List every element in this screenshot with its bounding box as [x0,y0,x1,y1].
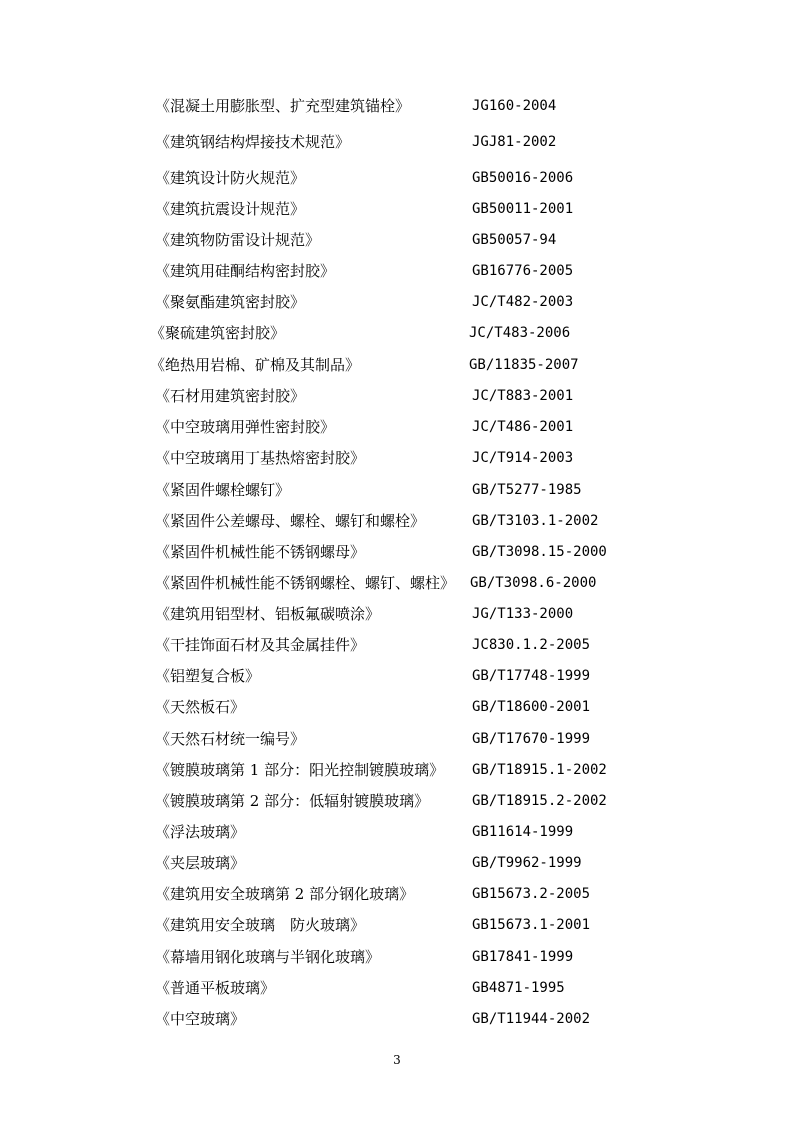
standard-code: GB/T17748-1999 [472,668,591,684]
standard-entry [0,913,794,937]
standard-entry [0,94,794,118]
standard-code: GB17841-1999 [472,949,574,965]
standard-title: 《紧固件机械性能不锈钢螺母》 [155,543,366,561]
standard-entry [0,758,794,782]
standard-code: GB/T3103.1-2002 [472,513,599,529]
standard-entry [0,259,794,283]
standard-code: GB/T18600-2001 [472,699,591,715]
standard-title: 《铝塑复合板》 [155,667,261,685]
standard-title: 《绝热用岩棉、矿棉及其制品》 [150,356,361,374]
standard-code: JC/T482-2003 [472,294,574,310]
standard-code: GB11614-1999 [472,824,574,840]
standard-title: 《紧固件螺栓螺钉》 [155,481,291,499]
standard-title: 《石材用建筑密封胶》 [155,387,306,405]
standard-code: GB/T17670-1999 [472,731,591,747]
standard-title: 《普通平板玻璃》 [155,979,276,997]
standard-title: 《夹层玻璃》 [155,854,246,872]
standard-entry [0,509,794,533]
standard-entry [0,1007,794,1031]
standard-entry [0,882,794,906]
standard-title: 《聚氨酯建筑密封胶》 [155,293,306,311]
standard-entry [0,695,794,719]
standard-entry [0,478,794,502]
standard-entry [0,197,794,221]
standard-title: 《中空玻璃用丁基热熔密封胶》 [155,449,366,467]
standard-code: JC/T883-2001 [472,388,574,404]
standard-code: JG/T133-2000 [472,606,574,622]
standard-title: 《天然板石》 [155,698,246,716]
standard-code: GB/T3098.15-2000 [472,544,607,560]
standard-entry [0,571,794,595]
standard-title: 《混凝土用膨胀型、扩充型建筑锚栓》 [155,97,411,115]
standard-entry [0,820,794,844]
standard-code: GB16776-2005 [472,263,574,279]
standard-title: 《紧固件公差螺母、螺栓、螺钉和螺栓》 [155,512,426,530]
standard-code: GB/11835-2007 [469,357,579,373]
standard-code: GB/T3098.6-2000 [470,575,597,591]
standard-code: GB/T9962-1999 [472,855,582,871]
standard-title: 《中空玻璃》 [155,1010,246,1028]
standard-code: JC/T483-2006 [469,325,571,341]
standard-code: GB/T18915.2-2002 [472,793,607,809]
standard-entry [0,976,794,1000]
standard-entry [0,633,794,657]
standard-entry [0,353,794,377]
standard-code: JGJ81-2002 [472,134,557,150]
standard-entry [0,727,794,751]
standard-code: GB4871-1995 [472,980,565,996]
standard-title: 《建筑用安全玻璃 防火玻璃》 [155,916,366,934]
standard-title: 《中空玻璃用弹性密封胶》 [155,418,336,436]
standard-entry [0,602,794,626]
standard-title: 《建筑物防雷设计规范》 [155,231,321,249]
standard-entry [0,789,794,813]
standard-code: JC830.1.2-2005 [472,637,591,653]
page-number: 3 [393,1053,401,1067]
standard-title: 《建筑设计防火规范》 [155,169,306,187]
standard-entry [0,540,794,564]
standard-entry [0,228,794,252]
standard-code: JG160-2004 [472,98,557,114]
standard-code: GB15673.1-2001 [472,917,591,933]
standard-title: 《干挂饰面石材及其金属挂件》 [155,636,366,654]
standard-code: GB/T5277-1985 [472,482,582,498]
standard-title: 《天然石材统一编号》 [155,730,306,748]
standard-title: 《镀膜玻璃第 1 部分：阳光控制镀膜玻璃》 [155,761,445,779]
standard-entry [0,945,794,969]
standard-code: JC/T486-2001 [472,419,574,435]
standard-title: 《聚硫建筑密封胶》 [150,324,286,342]
standard-code: JC/T914-2003 [472,450,574,466]
standard-code: GB15673.2-2005 [472,886,591,902]
standard-entry [0,664,794,688]
standard-title: 《建筑钢结构焊接技术规范》 [155,133,351,151]
standard-code: GB50016-2006 [472,170,574,186]
standard-title: 《紧固件机械性能不锈钢螺栓、螺钉、螺柱》 [155,574,456,592]
standard-title: 《建筑用铝型材、铝板氟碳喷涂》 [155,605,381,623]
standard-entry [0,415,794,439]
standard-entry [0,290,794,314]
standard-entry [0,851,794,875]
standard-entry [0,321,794,345]
standard-code: GB/T18915.1-2002 [472,762,607,778]
standard-entry [0,384,794,408]
standard-code: GB/T11944-2002 [472,1011,591,1027]
standard-title: 《建筑用安全玻璃第 2 部分钢化玻璃》 [155,885,415,903]
standard-title: 《幕墙用钢化玻璃与半钢化玻璃》 [155,948,381,966]
standard-entry [0,130,794,154]
standard-title: 《镀膜玻璃第 2 部分：低辐射镀膜玻璃》 [155,792,430,810]
standard-title: 《浮法玻璃》 [155,823,246,841]
standard-title: 《建筑用硅酮结构密封胶》 [155,262,336,280]
standard-code: GB50011-2001 [472,201,574,217]
standard-entry [0,166,794,190]
standard-code: GB50057-94 [472,232,557,248]
standard-title: 《建筑抗震设计规范》 [155,200,306,218]
standard-entry [0,446,794,470]
